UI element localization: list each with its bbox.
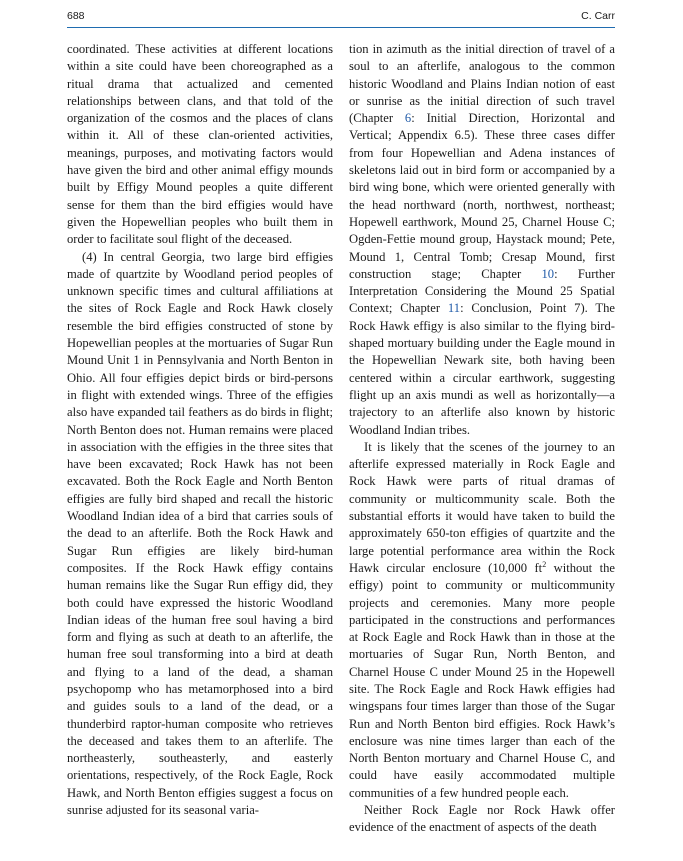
paragraph: (4) In central Georgia, two large bird effigies made of quartzite by Woodland period peoples of unknown specific times and cultural affiliations at the sites of Rock Eagle and Rock Hawk closely resemble the bird effigies constructed of stone by Hopewellian peoples at the mortuaries of Sugar Run Mound Unit 1 in Pennsylvania and North Benton in Ohio. All four effigies depict birds or bird-persons in flight with extended wings. Three of the effigies also have expanded tail feathers as do birds in flight; North Benton does not. Human remains were placed in association with the effigies in the three sites that have been excavated; Rock Hawk has not been excavated. Both the Rock Eagle and North Benton effigies are fully bird shaped and recall the historic Woodland Indian idea of a bird that carries souls of the dead to an afterlife. Both the Rock Hawk and Sugar Run effigies are likely bird-human composites. If the Rock Hawk effigy contains human remains like the Sugar Run effigy did, they both could have expressed the historic Woodland Indian ideas of the human free soul having a bird form and flying as such at death to an afterlife, the human free soul transforming into a bird at death and flying to a land of the dead, a shaman psychopomp who has metamorphosed into a bird and guides souls to a land of the dead, or a thunderbird raptor-human composite who retrieves the deceased and takes them to an afterlife. The northeasterly, southeasterly, and easterly orientations, respectively, of the Rock Eagle, Rock Hawk, and North Benton effigies suggest a focus on sunrise adjusted for its seasonal varia-: [67, 249, 333, 818]
chapter-link[interactable]: 11: [447, 301, 461, 316]
text-run: : Further Interpretation Considering the Mound 25 Spatial Context; Chapter: [349, 266, 615, 316]
paragraph: Neither Rock Eagle nor Rock Hawk offer evidence of the enactment of aspects of the death: [349, 803, 615, 835]
text-run: tion in azimuth as the initial direction of travel of a soul to an afterlife, analogous to the common historic Woodland and Plains Indian notion of east or sunrise as the initial direction of such travel (Chapter: [349, 42, 615, 126]
running-head-author: C. Carr: [581, 10, 615, 22]
page-number: 688: [67, 10, 85, 22]
left-column: [67, 41, 333, 819]
chapter-link[interactable]: 6: [404, 111, 412, 126]
text-run: : Initial Direction, Horizontal and Vertical; Appendix 6.5). These three cases differ from four Hopewellian and Adena instances of skeletons laid out in bird form or accompanied by a bird wing bone, which were oriented generally with the head northward (north, northwest, northeast; Hopewell earthwork, Mound 25, Charnel House C; Ogden-Fettie mound group, Haystack mound; Pete, Mound 1, Central Tomb; Cresap Mound, first construction stage; Chapter: [349, 111, 615, 281]
chapter-link[interactable]: 10: [541, 266, 555, 281]
text-run: It is likely that the scenes of the journey to an afterlife expressed materially in Rock Eagle and Rock Hawk were parts of ritual dramas of community or multicommunity scale. Both the substantial efforts it would have taken to build the approximately 650-ton effigies of quartzite and the large potential performance area within the Rock Hawk circular enclosure (10,000 ft: [349, 439, 615, 575]
header-rule: [67, 27, 615, 28]
text-run: without the effigy) point to community or multicommunity projects and ceremonies. Many more people participated in the constructions and performances at Rock Eagle and Rock Hawk than in those at the mortuaries of Sugar Run, North Benton, and Charnel House C under Mound 25 in the Hopewell site. The Rock Eagle and Rock Hawk effigies had wingspans four times larger than those of the Sugar Run and North Benton bird effigies. Rock Hawk’s enclosure was nine times larger than each of the North Benton mortuary and Charnel House C, and could have easily accommodated multiple communities of a few hundred people each.: [349, 560, 615, 800]
running-header: [67, 8, 615, 26]
right-column: [349, 41, 615, 837]
paragraph: [349, 439, 615, 802]
paragraph: coordinated. These activities at different locations within a site could have been choreographed as a ritual drama that actualized and cemented relationships between clans, and that told of the organization of the cosmos and the places of clans within it. All of these clan-oriented activities, meanings, purposes, and motivating factors would have given the bird and other animal effigy mounds built by Effigy Mound peoples a quite different sense for them than the bird effigies would have given the Hopewellian peoples who built them in order to facilitate soul flight of the deceased.: [67, 42, 333, 247]
text-run: : Conclusion, Point 7). The Rock Hawk effigy is also similar to the flying bird-shaped mortuary building under the Eagle mound in the Hopewellian Newark site, both having been centered within a circular earthwork, suggesting flight up an axis mundi as well as horizontally—a trajectory to an afterlife also known by historic Woodland Indian tribes.: [349, 301, 616, 437]
paragraph: [349, 41, 615, 439]
superscript: 2: [542, 559, 547, 569]
